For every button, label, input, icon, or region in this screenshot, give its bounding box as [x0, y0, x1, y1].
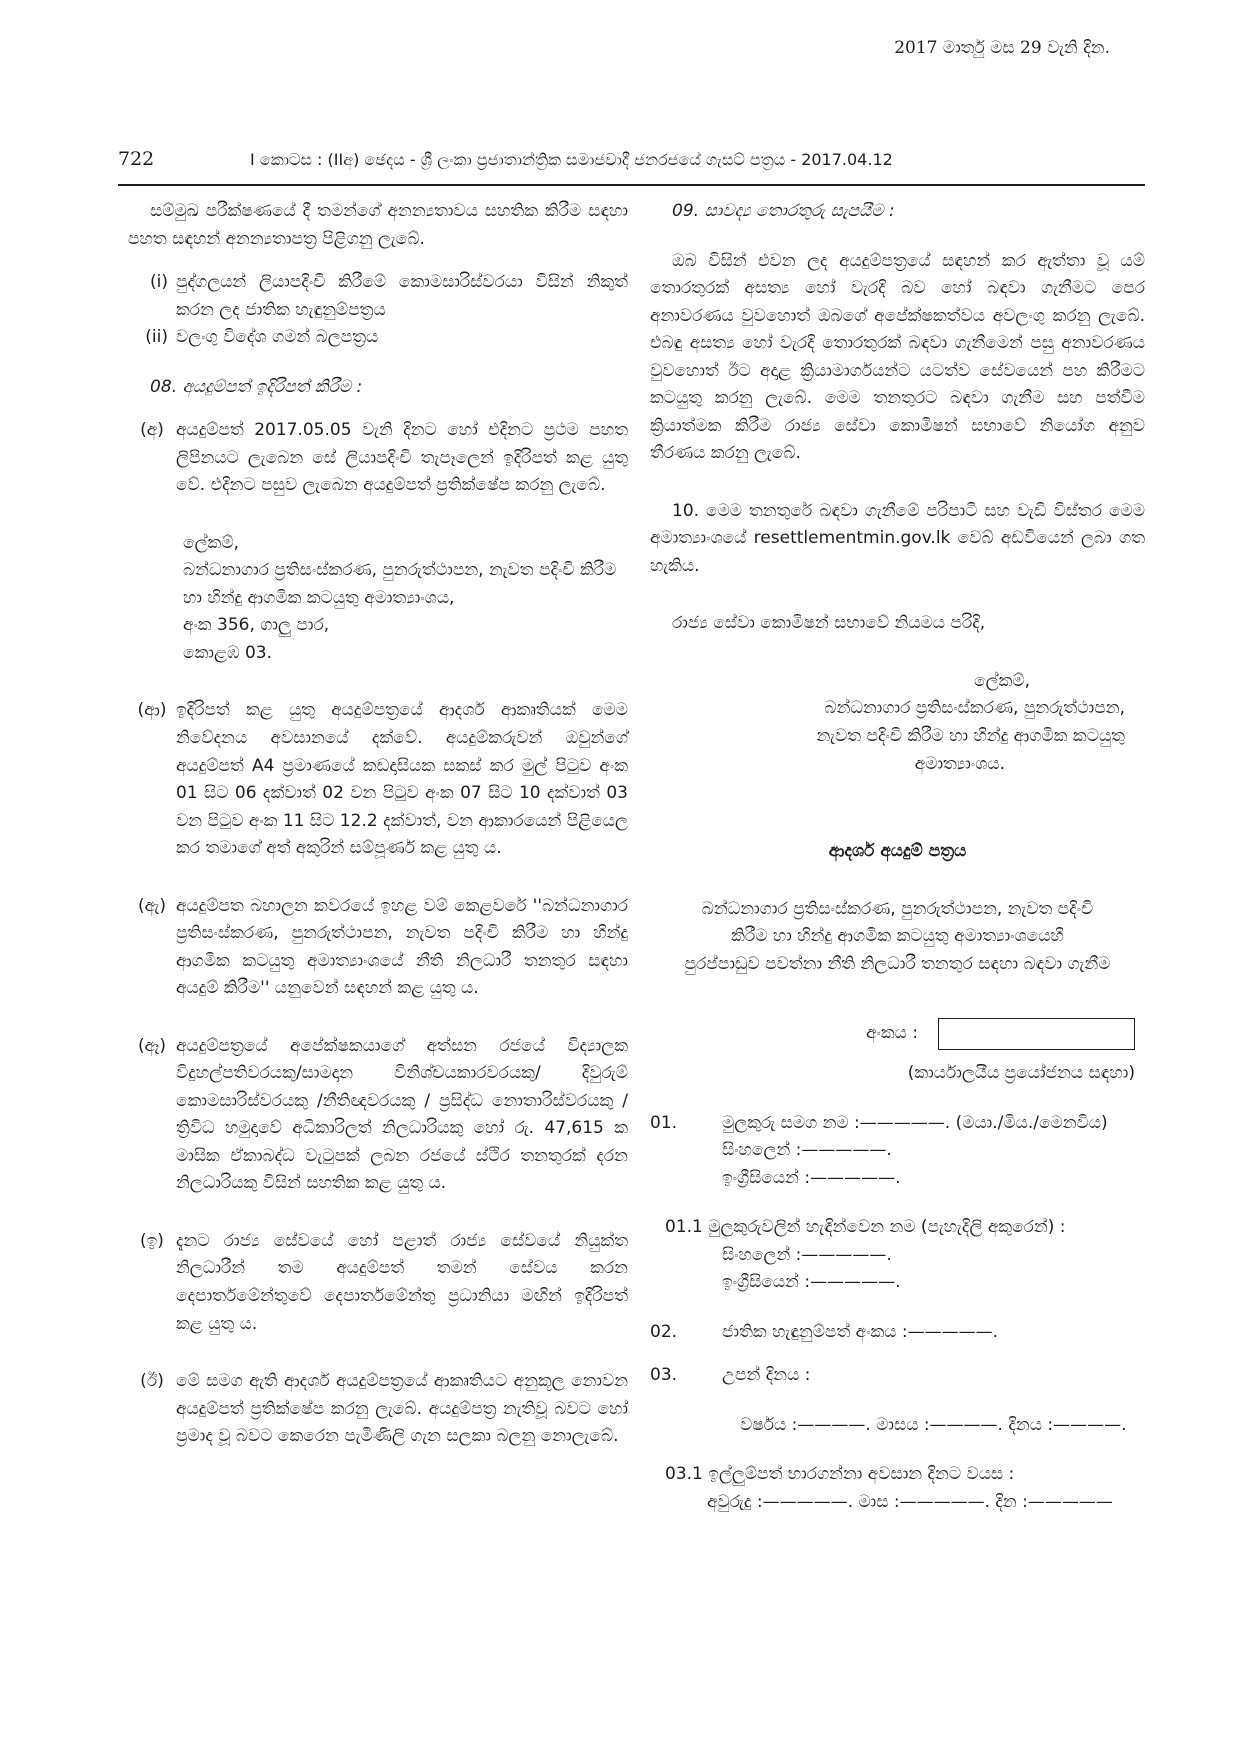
signature-line: බන්ධනාගාර ප්‍රතිසංස්කරණ, පුනරුත්ථාපන,	[824, 698, 1125, 719]
item-label: (ii)	[145, 327, 168, 348]
section-09-heading: 09. සාවද්‍ය තොරතුරු සැපයීම :	[672, 201, 895, 221]
field-01-1	[650, 1214, 1145, 1297]
number-label: අංකය :	[866, 1023, 918, 1044]
signature-line: අමාත්‍යාංශය.	[914, 753, 1005, 774]
field-03-1-heading: 03.1 ඉල්ලුම්පත් භාරගන්නා අවසාන දිනට වයස :	[665, 1464, 1015, 1485]
item-label: (අ)	[140, 420, 164, 441]
page-number: 722	[118, 148, 155, 170]
section-09-paragraph: ඔබ විසින් එවන ලද අයදුම්පත්‍රයේ සඳහන් කර ඇත්තා වූ යම් තොරතුරක් අසත්‍ය හෝ වැරදි බව හෝ බඳවා ගැනීමට පෙර අනාවරණය වුවහොත් ඔබගේ අපේක්ෂකත්වය අවලංගු කරනු ලැබේ. එබඳු අසත්‍ය හෝ වැරදි තොරතුරක් බඳවා ගැනීමෙන් පසු අනාවරණය වුවහොත් ඊට අදාළ ක්‍රියාමාර්ගයන්ට යටත්ව සේවයෙන් පහ කිරීමට කටයුතු කරනු ලැබේ. මෙම තනතුරට බඳවා ගැනීම සහ පත්වීම ක්‍රියාත්මක කිරීම රාජ්‍ය සේවා කොමිෂන් සභාවේ නියෝග අනුව තීරණය කරනු ලැබේ.	[650, 250, 1145, 464]
item-label: (ඊ)	[140, 1371, 164, 1392]
id-doc-item	[128, 324, 628, 352]
section-08-item-ii	[128, 1368, 628, 1451]
office-number-row	[650, 1018, 1135, 1050]
item-label: (ඈ)	[137, 1035, 166, 1056]
item-text: අයදුම්පත බහාලන කවරයේ ඉහළ වම් කෙළවරේ ''බන්ධනාගාර ප්‍රතිසංස්කරණ, පුනරුත්ථාපන, නැවත පදිංචි කිරීම හා හින්දු ආගමික කටයුතු අමාත්‍යාංශයේ නීති නිලධාරී තනතුර සඳහා අයදුම් කිරීම'' යනුවෙන් සඳහන් කළ යුතු ය.	[176, 895, 628, 999]
field-01-name[interactable]: මුලකුරු සමග නම :—————. (මයා./මිය./මෙනවිය)	[722, 1112, 1108, 1133]
address-line: කොළඹ 03.	[183, 642, 272, 663]
form-subtitle-line: කිරීම හා හින්දු ආගමික කටයුතු අමාත්‍යාංශයෙහි	[731, 926, 1064, 947]
item-label: (ආ)	[137, 700, 167, 721]
field-02-nic[interactable]: ජාතික හැඳුනුම්පත් අංකය :—————.	[722, 1321, 999, 1342]
field-02	[650, 1319, 1145, 1347]
item-label: (ඇ)	[137, 895, 167, 916]
section-08-item-aa	[128, 697, 628, 862]
item-text: මේ සමග ඇති ආදර්ශ අයදුම්පත්‍රයේ ආකෘතියට අනුකූල නොවන අයදුම්පත් ප්‍රතික්ෂේප කරනු ලැබේ. අයදුම්පත්‍ර නැතිවූ බවට හෝ ප්‍රමාද වූ බවට කෙරෙන පැමිණිලි ගැන සලකා බලනු නොලැබේ.	[176, 1371, 628, 1447]
address-block	[128, 530, 628, 668]
field-01-english[interactable]: ඉංග්‍රීසියෙන් :—————.	[722, 1167, 901, 1188]
field-number: 01.	[650, 1112, 678, 1133]
item-text: පුද්ගලයන් ලියාපදිංචි කිරීමේ කොමසාරිස්වරයා විසින් නිකුත් කරන ලද ජාතික හැඳුනුම්පත්‍රය	[176, 272, 628, 320]
section-08-item-i	[128, 1228, 628, 1338]
field-01-sinhala[interactable]: සිංහලෙන් :—————.	[722, 1140, 892, 1161]
field-01-1-sinhala[interactable]: සිංහලෙන් :—————.	[722, 1244, 892, 1265]
field-01-1-english[interactable]: ඉංග්‍රීසියෙන් :—————.	[722, 1272, 901, 1293]
issue-date: 2017 මාර්තු මස 29 වැනි දින.	[894, 38, 1110, 58]
item-text: වලංගු විදේශ ගමන් බලපත්‍රය	[176, 327, 379, 348]
signature-line: ලේකම්,	[974, 670, 1030, 691]
id-doc-item	[128, 269, 628, 324]
header-rule	[118, 184, 1145, 186]
address-line: අංක 356, ගාලු පාර,	[183, 615, 330, 636]
item-label: (ඉ)	[140, 1230, 164, 1251]
address-line: බන්ධනාගාර ප්‍රතිසංස්කරණ, පුනරුත්ථාපන, නැවත පදිංචි කිරීම හා හින්දු ආගමික කටයුතු අමාත්‍යාංශය,	[183, 560, 617, 608]
left-column	[128, 198, 628, 1451]
section-08-item-ae2	[128, 1033, 628, 1198]
address-line: ලේකම්,	[183, 532, 239, 553]
order-line: රාජ්‍ය සේවා කොමිෂන් සභාවේ නියමය පරිදි,	[672, 613, 986, 634]
field-03-1	[650, 1461, 1145, 1516]
field-number: 03.	[650, 1365, 678, 1386]
section-08-item-a	[128, 417, 628, 500]
item-text: අයදුම්පත්‍රයේ අපේක්ෂකයාගේ අත්සන රජයේ විද්‍යාලක විදුහල්පතිවරයකු/සාමදාන විනිශ්චයකාරවරයකු/ දිවුරුම් කොමසාරිස්වරයකු /නීතිඥවරයකු / ප්‍රසිද්ධ නොතාරිස්වරයකු / ත්‍රිවිධ හමුදාවේ අධිකාරිලත් නිලධාරියකු හෝ රු. 47,615 ක මාසික ඒකාබද්ධ වැටුපක් ලබන රජයේ ස්ථිර තනතුරක් දරන නිලධාරියකු විසින් සහතික කළ යුතු ය.	[176, 1035, 628, 1194]
right-column	[650, 198, 1145, 1517]
office-number-box[interactable]	[938, 1018, 1135, 1050]
item-text: ඉදිරිපත් කළ යුතු අයදුම්පත්‍රයේ ආදර්ශ ආකෘතියක් මෙම නිවේදනය අවසානයේ දක්වේ. අයදුම්කරුවන් ඔවුන්ගේ අයදුම්පත් A4 ප්‍රමාණයේ කඩදාසියක සකස් කර මුල් පිටුව අංක 01 සිට 06 දක්වාත් 02 වන පිටුව අංක 07 සිට 10 දක්වාත් 03 වන පිටුව අංක 11 සිට 12.2 දක්වාත්, වන ආකාරයෙන් පිළියෙල කර තමාගේ අත් අකුරින් සම්පූර්ණ කළ යුතු ය.	[176, 700, 628, 859]
form-subtitle	[650, 896, 1145, 979]
form-subtitle-line: බන්ධනාගාර ප්‍රතිසංස්කරණ, පුනරුත්ථාපන, නැවත පදිංචි	[701, 898, 1094, 919]
id-intro-paragraph: සම්මුඛ පරීක්ෂණයේ දී තමන්ගේ අනන්‍යතාවය සහතික කිරීම සඳහා පහත සඳහන් අනන්‍යතාපත්‍ර පිළිගනු ලැබේ.	[128, 201, 628, 249]
section-08-item-ae	[128, 893, 628, 1003]
item-text: දැනට රාජ්‍ය සේවයේ හෝ පළාත් රාජ්‍ය සේවයේ නියුක්ත නිලධාරීන් තම අයදුම්පත් තමන් සේවය කරන දෙපාර්තමේන්තුවේ දෙපාර්තමේන්තු ප්‍රධානියා මඟින් ඉදිරිපත් කළ යුතු ය.	[176, 1230, 628, 1334]
item-text: අයදුම්පත් 2017.05.05 වැනි දිනට හෝ එදිනට ප්‍රථම පහත ලිපිනයට ලැබෙන සේ ලියාපදිංචි තැපෑලෙන් ඉදිරිපත් කළ යුතු වේ. එදිනට පසුව ලැබෙන අයදුම්පත් ප්‍රතික්ෂේප කරනු ලැබේ.	[176, 420, 628, 496]
item-label: (i)	[150, 272, 168, 293]
signature-line: නැවත පදිංචි කිරීම හා හින්දු ආගමික කටයුතු	[816, 725, 1125, 746]
field-number: 02.	[650, 1321, 678, 1342]
form-subtitle-line: පුරප්පාඩුව පවත්නා නීති නිලධාරී තනතුර සඳහා බඳවා ගැනීම	[684, 953, 1111, 974]
office-use-note: (කාර්යාලයීය ප්‍රයෝජනය සඳහා)	[907, 1063, 1135, 1084]
signature-block	[650, 668, 1145, 778]
field-03	[650, 1362, 1145, 1390]
form-title: ආදර්ශ අයදුම් පත්‍රය	[828, 841, 967, 862]
field-01	[650, 1110, 1145, 1193]
gazette-header-title: I කොටස : (IIඅ) ඡෙදය - ශ්‍රී ලංකා ප්‍රජාතාන්ත්‍රික සමාජවාදී ජනරජයේ ගැසට් පත්‍රය - 2017.04.12	[250, 150, 893, 169]
field-03-1-age[interactable]: අවුරුදු :—————. මාස :—————. දින :—————	[707, 1492, 1113, 1512]
field-01-1-heading: 01.1 මුලකුරුවලින් හැඳින්වෙන නම (පැහැදිලි අකුරෙන්) :	[665, 1217, 1066, 1238]
section-10-paragraph: 10. මෙම තනතුරේ බඳවා ගැනීමේ පරිපාටි සහ වැඩි විස්තර මෙම අමාත්‍යාංශයේ resettlementmin.gov.lk වෙබ් අඩවියෙන් ලබා ගත හැකිය.	[650, 500, 1145, 576]
section-08-heading: 08. අයදුම්පත් ඉදිරිපත් කිරීම :	[150, 376, 363, 397]
field-03-dob-heading: උපන් දිනය :	[722, 1365, 811, 1386]
field-03-dob[interactable]: වර්ෂය :————. මාසය :————. දිනය :————.	[740, 1414, 1127, 1435]
